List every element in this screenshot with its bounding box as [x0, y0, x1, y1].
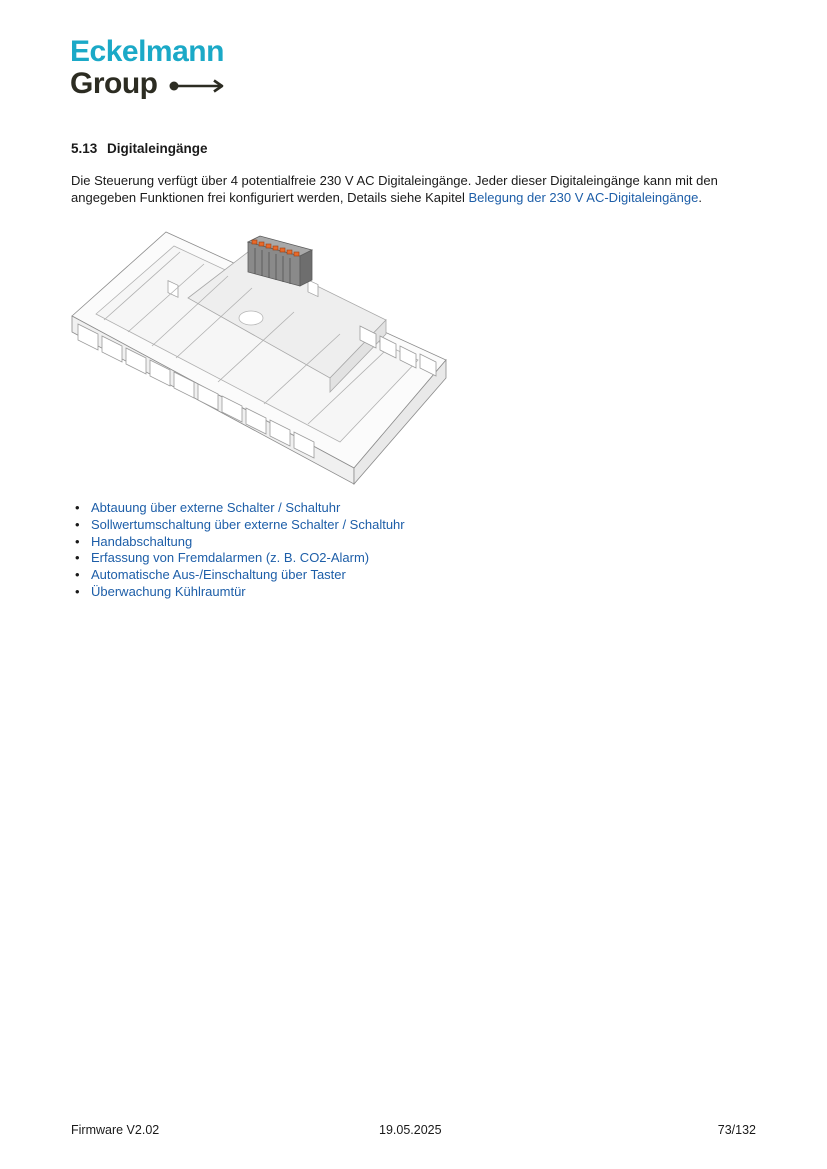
function-link-door-monitoring[interactable]: Überwachung Kühlraumtür: [91, 583, 246, 599]
list-item: [75, 584, 405, 601]
list-item: [75, 500, 405, 517]
function-link-setpoint[interactable]: Sollwertumschaltung über externe Schalter / Schaltuhr: [91, 516, 405, 532]
chapter-link[interactable]: Belegung der 230 V AC-Digitaleingänge: [468, 190, 699, 205]
function-link-manual-shutdown[interactable]: Handabschaltung: [91, 533, 193, 549]
function-link-auto-switch[interactable]: Automatische Aus-/Einschaltung über Taster: [91, 567, 346, 583]
bullet-icon: •: [75, 567, 80, 583]
section-heading: [71, 141, 208, 156]
function-link-external-alarms[interactable]: Erfassung von Fremdalarmen (z. B. CO2-Alarm): [91, 550, 370, 566]
brand-name-line2: Group: [70, 67, 158, 100]
list-item: [75, 517, 405, 534]
list-item: [75, 550, 405, 567]
bullet-icon: •: [75, 550, 80, 566]
section-title: Digitaleingänge: [107, 141, 208, 156]
bullet-icon: •: [75, 533, 80, 549]
function-link-defrost[interactable]: Abtauung über externe Schalter / Schaltuhr: [91, 500, 341, 515]
brand-name-line1: Eckelmann: [70, 35, 224, 68]
footer-date: 19.05.2025: [379, 1123, 442, 1137]
bullet-icon: •: [75, 583, 80, 599]
function-list: [75, 500, 405, 601]
controller-board-icon: [68, 228, 453, 490]
controller-figure: [68, 228, 453, 495]
footer-page-number: 73/132: [717, 1123, 756, 1137]
intro-paragraph: [71, 172, 761, 206]
list-item: [75, 567, 405, 584]
brand-name-line2-row: [70, 68, 226, 100]
list-item: [75, 534, 405, 551]
section-number: 5.13: [71, 141, 98, 156]
bullet-icon: •: [75, 516, 80, 532]
intro-after-link: .: [698, 190, 702, 205]
arrow-right-icon: [168, 79, 226, 93]
brand-logo: [70, 36, 226, 100]
footer-version: Firmware V2.02: [71, 1123, 160, 1137]
intro-text: Die Steuerung verfügt über 4 potentialfreie 230 V AC Digitaleingänge. Jeder dieser Digitaleingänge kann mit den angegeben Funktionen frei konfiguriert werden, Details siehe Kapitel: [71, 173, 718, 205]
bullet-icon: •: [75, 500, 80, 515]
